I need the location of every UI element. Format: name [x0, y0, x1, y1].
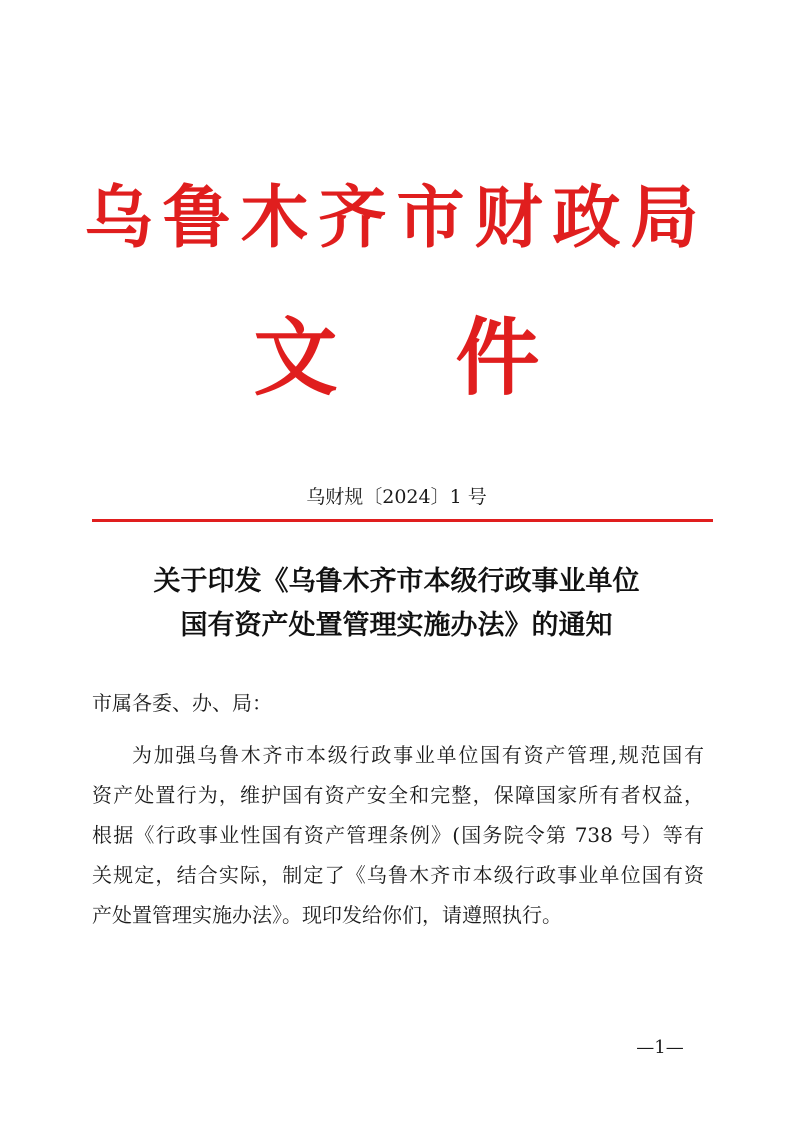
red-divider-line	[92, 519, 713, 522]
body-line: 关规定，结合实际，制定了《乌鲁木齐市本级行政事业单位国有资	[92, 863, 704, 887]
document-type-heading	[0, 310, 793, 406]
notice-title-line-1: 关于印发《乌鲁木齐市本级行政事业单位	[153, 566, 640, 597]
document-word-jian: 件	[455, 308, 540, 407]
page-number: —1—	[636, 1037, 684, 1058]
document-number: 乌财规〔2024〕1 号	[306, 486, 487, 508]
body-line: 为加强乌鲁木齐市本级行政事业单位国有资产管理,规范国有	[132, 743, 704, 767]
body-line: 产处置管理实施办法》。现印发给你们，请遵照执行。	[92, 903, 562, 927]
body-line: 资产处置行为，维护国有资产安全和完整，保障国家所有者权益，	[92, 783, 704, 807]
document-word-wen: 文	[253, 308, 338, 407]
notice-title-line-2: 国有资产处置管理实施办法》的通知	[180, 610, 613, 641]
issuer-name: 乌鲁木齐市财政局	[84, 178, 709, 258]
notice-title	[60, 560, 733, 648]
salutation: 市属各委、办、局：	[92, 691, 272, 715]
body-paragraph	[92, 735, 704, 935]
body-line: 根据《行政事业性国有资产管理条例》(国务院令第 738 号）等有	[92, 823, 704, 847]
